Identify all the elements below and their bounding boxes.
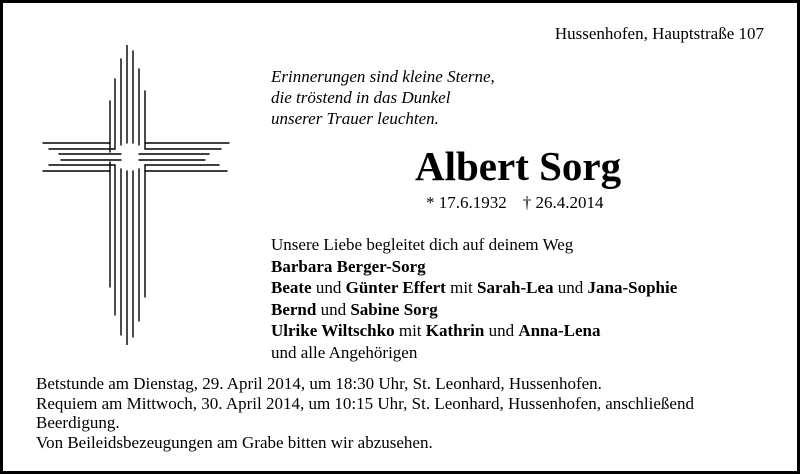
family-name: Anna-Lena [518, 321, 601, 340]
address: Hussenhofen, Hauptstraße 107 [554, 24, 764, 43]
family-name: Kathrin [425, 321, 485, 340]
cross-icon [41, 45, 231, 345]
family-member [271, 277, 677, 299]
family-name: Jana-Sophie [587, 278, 678, 297]
family-member: Barbara Berger-Sorg [271, 256, 426, 276]
connector: und [316, 299, 351, 319]
service-info [36, 374, 776, 452]
connector: mit [445, 278, 478, 297]
family-name: Beate [271, 278, 312, 297]
connector: mit [394, 321, 426, 340]
family-list [271, 234, 677, 363]
info-line: Requiem am Mittwoch, 30. April 2014, um 10:15 Uhr, St. Leonhard, Hussenhofen, anschließend [36, 393, 694, 413]
connector: und [484, 321, 519, 340]
info-line: Beerdigung. [36, 413, 120, 432]
family-closing: und alle Angehörigen [271, 342, 418, 362]
family-name: Bernd [271, 299, 317, 319]
deceased-name: Albert Sorg [415, 143, 622, 189]
family-name: Sabine Sorg [350, 299, 438, 319]
family-name: Günter Effert [345, 278, 446, 297]
family-member [271, 299, 677, 321]
info-line: Betstunde am Dienstag, 29. April 2014, um 18:30 Uhr, St. Leonhard, Hussenhofen. [36, 374, 602, 393]
life-dates [426, 193, 604, 213]
family-member [271, 320, 677, 342]
family-name: Ulrike Wiltschko [271, 321, 395, 340]
connector: und [311, 278, 346, 297]
quote-line: Erinnerungen sind kleine Sterne, [271, 67, 495, 86]
death-date: † 26.4.2014 [522, 193, 604, 212]
birth-date: * 17.6.1932 [426, 193, 507, 212]
family-name: Sarah-Lea [477, 278, 554, 297]
connector: und [553, 278, 588, 297]
info-line: Von Beileidsbezeugungen am Grabe bitten wir abzusehen. [36, 432, 433, 452]
quote-line: unserer Trauer leuchten. [271, 109, 439, 128]
family-intro: Unsere Liebe begleitet dich auf deinem Weg [271, 235, 574, 254]
quote [271, 66, 495, 129]
quote-line: die tröstend in das Dunkel [271, 88, 451, 107]
